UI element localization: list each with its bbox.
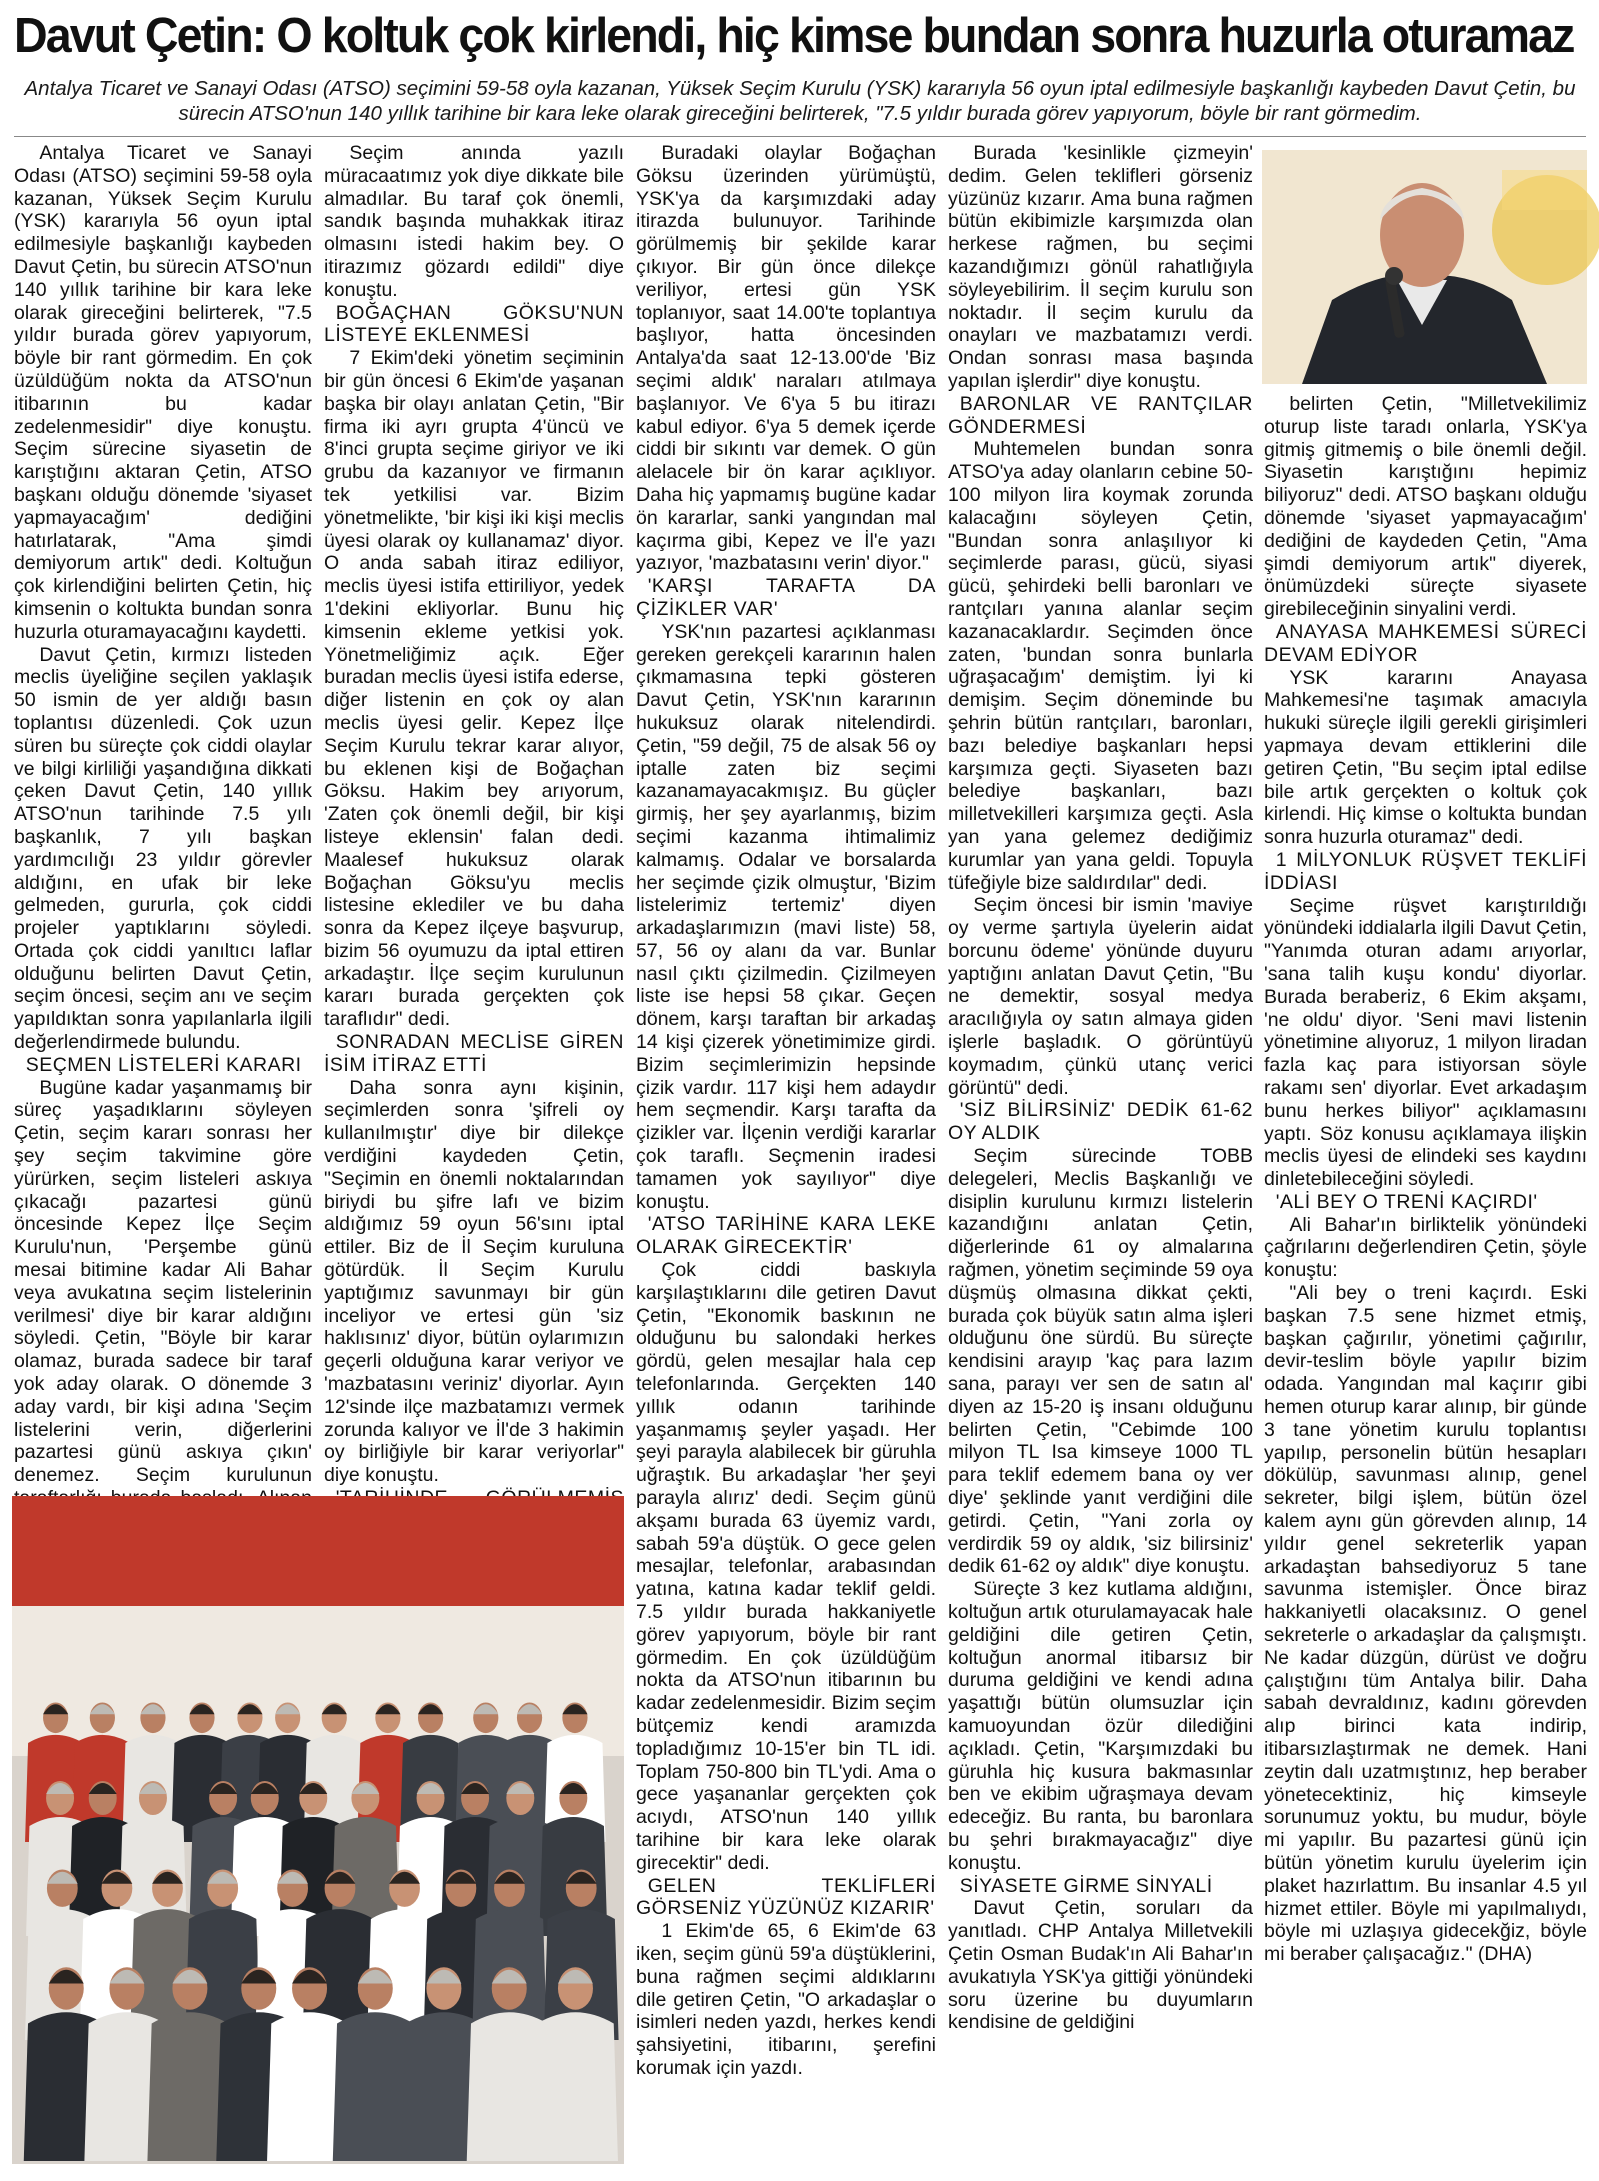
column-3	[636, 142, 936, 2172]
subheading: SİYASETE GİRME SİNYALİ	[959, 1874, 1213, 1897]
subheading: 'ALİ BEY O TRENİ KAÇIRDI'	[1275, 1190, 1538, 1213]
subheading: SONRADAN MECLİSE GİREN İSİM İTİRAZ ETTİ	[324, 1031, 624, 1076]
paragraph: Seçim sürecinde TOBB delegeleri, Meclis Başkanlığı ve disiplin kurulunu kırmızı listelerin kazandığını anlatan Çetin, diğerlerinde 61 oy almalarına rağmen, yönetim seçiminde 59 oya düşmüş olmasına dikkat çekti, burada çok büyük satın alma işleri olduğunu öne sürdü. Bu süreçte kendisini arayıp 'kaç para lazım sana, parayı ver sen de satın al' diyen az 15-20 iş insanı olduğunu belirten Çetin, "Cebimde 100 milyon TL Isa kimseye 1000 TL para teklif edemem bana oy ver diye' şeklinde yanıt verdiğini dile getirdi. Çetin, "Yani zorla oy verdirdik 59 oy aldık, 'siz bilirsiniz' dedik 61-62 oy aldık" diye konuştu.	[948, 1145, 1253, 1578]
paragraph: 1 Ekim'de 65, 6 Ekim'de 63 iken, seçim günü 59'a düştüklerini, buna rağmen seçimi aldıklarını dile getiren Çetin, "O arkadaşlar o isimleri neden yazdı, herkes kendi şahsiyetini, itibarını, şerefini korumak için yazdı.	[636, 1920, 936, 2079]
paragraph: Muhtemelen bundan sonra ATSO'ya aday olanların cebine 50-100 milyon lira koymak zorunda kalacağını söyleyen Çetin, "Bundan sonra anlaşılıyor ki seçimlerde parası, gücü, siyasi gücü, şehirdeki belli baronları ve rantçıları yanına alanlar seçim kazanacaklardır. Seçimden önce zaten, 'bundan sonra bunlarla uğraşacağım' demiştim. İyi ki demişim. Seçim döneminde bu şehrin bütün rantçıları, baronları, bazı belediye başkanları hepsi karşımıza geçti. Siyaseten bazı belediye başkanları, bazı milletvekilleri karşımıza geçti. Asla yan yana gelemez dediğimiz kurumlar yan yana geldi. Topuyla tüfeğiyle bize saldırdılar" dedi.	[948, 438, 1253, 894]
subheading: BOĞAÇHAN GÖKSU'NUN LİSTEYE EKLENMESİ	[324, 301, 624, 347]
headline: Davut Çetin: O koltuk çok kirlendi, hiç kimse bundan sonra huzurla oturamaz	[14, 9, 1574, 63]
paragraph: Davut Çetin, soruları da yanıtladı. CHP Antalya Milletvekili Çetin Osman Budak'ın Ali Bahar'ın avukatıyla YSK'ya gittiği yönündeki soru üzerine bu duyumların kendisine de geldiğini	[948, 1897, 1253, 2034]
paragraph: Burada 'kesinlikle çizmeyin' dedim. Gelen teklifleri görseniz yüzünüz kızarır. Ama buna rağmen bütün ekibimizle karşımızda olan herkese rağmen, bu seçimi kazandığımızı gönül rahatlığıyla söyleyebilirim. İl seçim kurulu son noktadır. İl seçim kurulu da onayları ve mazbatamızı verdi. Ondan sonrası masa başında yapılan işlerdir" diye konuştu.	[948, 142, 1253, 392]
paragraph: Seçime rüşvet karıştırıldığı yönündeki iddialarla ilgili Davut Çetin, "Yanımda oturan adamı arıyorlar, 'sana talih kuşu kondu' diyorlar. Burada beraberiz, 6 Ekim akşamı, 'ne oldu' diyor. 'Seni mavi listenin yönetimine alıyoruz, 1 milyon liradan fazla kaç para istiyorsan söyle rakamı sen' diyorlar. Evet arkadaşım bunu herkes biliyor" açıklamasını yaptı. Söz konusu açıklamaya ilişkin meclis üyesi de elindeki ses kaydını dinletebileceğini söyledi.	[1264, 894, 1588, 1191]
deck: Antalya Ticaret ve Sanayi Odası (ATSO) seçimini 59-58 oyla kazanan, Yüksek Seçim Kurulu (YSK) kararıyla 56 oyun iptal edilmesiyle başkanlığı kaybeden Davut Çetin, bu sürecin ATSO'nun 140 yıllık tarihine bir kara leke olarak gireceğini belirterek, "7.5 yıldır burada görev yapıyorum, böyle bir rant görmedim.	[24, 77, 1576, 125]
column-4	[948, 142, 1253, 2172]
group-photo-icon	[12, 1496, 624, 2164]
subheading: SEÇMEN LİSTELERİ KARARI	[25, 1053, 302, 1076]
subheading: 'ATSO TARİHİNE KARA LEKE OLARAK GİRECEKTİR'	[636, 1213, 936, 1259]
paragraph: "Ali bey o treni kaçırdı. Eski başkan 7.5 sene hizmet etmiş, başkan çağırılır, yönetimi çağırılır, devir-teslim böyle yapılır bizim odada. Yangından mal kaçırır gibi hemen oturup karar alınıp, bir günde 3 tane yönetim kurulu toplantısı yapılıp, personelin bütün hesapları dökülüp, savunması alınıp, genel sekreter, bilgi işlem, bütün özel kalem aynı gün görevden alınıp, 14 yıldır genel sekreterlik yapan arkadaştan bahsediyoruz 5 tane savunma istemişler. Önce biraz hakkaniyetli olacaksınız. O genel sekreterle o arkadaşlar da çalışmıştı. Ne kadar düzgün, dürüst ve doğru çalıştığını tüm Antalya bilir. Daha sabah devraldınız, kadını görevden alıp birinci kata indirip, itibarsızlaştırmak ne demek. Hani zeytin dalı uzatmıştınız, hep beraber yönetecektiniz, hiç kimseyle sorunumuz yoktu, bu mudur, böyle mi yapılır. Bu pazartesi günü için bütün yönetim kurulu üyelerim için plaket hazırlattım. Bu insanlar 4.5 yıl hizmet ettiler. Böyle mi yapılmalıydı, böyle mi uzlaşıya gidecekğiz, böyle mi beraber çalışacağız." (DHA)	[1264, 1282, 1587, 1966]
paragraph: YSK'nın pazartesi açıklanması gereken gerekçeli kararının halen çıkmamasına tepki gösteren Davut Çetin, YSK'nın kararının hukuksuz olarak nitelendirdi. Çetin, "59 değil, 75 de alsak 56 oy iptalle zaten biz seçimi kazanamayacakmışız. Bu güçler girmiş, her şey ayarlanmış, bizim seçimi kazanma ihtimalimiz kalmamış. Odalar ve borsalarda her seçimde çizik olmuştur, 'Bizim listelerimiz tertemiz' diyen arkadaşlarımızın (mavi liste) 58, 57, 56 oy alanı da var. Bunlar nasıl çıktı çizilmedin. Çizilmeyen liste ise hepsi 58 çıkar. Geçen dönem, karşı taraftan bir arkadaş 14 kişi çizerek yönetimimize girdi. Bizim seçimlerimizin hepsinde çizik vardır. 117 kişi hem adaydır hem seçmendir. Karşı tarafta da çizikler var. İlçenin verdiği kararlar çok taraflı. Seçmenin iradesi tamamen yok sayılıyor" diye konuştu.	[636, 620, 936, 1213]
subheading: GELEN TEKLİFLERİ GÖRSENİZ YÜZÜNÜZ KIZARIR'	[636, 1874, 936, 1920]
subheading: 1 MİLYONLUK RÜŞVET TEKLİFİ İDDİASI	[1264, 848, 1587, 894]
subheading: ANAYASA MAHKEMESİ SÜRECİ DEVAM EDİYOR	[1264, 620, 1587, 666]
paragraph: Davut Çetin, kırmızı listeden meclis üyeliğine seçilen yaklaşık 50 ismin de yer aldığı basın toplantısı düzenledi. Çok uzun süren bu süreçte çok ciddi olaylar ve bilgi kirliliği yaşandığına dikkati çeken Davut Çetin, 140 yıllık ATSO'nun tarihinde 7.5 yılı başkanlık, 7 yılı başkan yardımcılığı 23 yıldır görevler aldığını, en ufak bir leke gelmeden, gururla, çok ciddi projeler yaptıklarını söyledi. Ortada çok ciddi yanıltıcı laflar olduğunu belirten Davut Çetin, seçim öncesi, seçim anı ve seçim yapıldıktan sonra yapılanlarla ilgili değerlendirmede bulundu.	[14, 643, 312, 1054]
paragraph: belirten Çetin, "Milletvekilimiz oturup liste taradı onlarla, YSK'ya gitmiş gitmemiş o bile önemli değil. Siyasetin karıştığını hepimiz biliyoruz" dedi. ATSO başkanı olduğu dönemde 'siyaset yapmayacağım' dediğini de kaydeden Çetin, "Ama şimdi demiyorum artık" diyerek, önümüzdeki süreçte siyasete girebileceğinin sinyalini verdi.	[1264, 393, 1587, 621]
paragraph: Çok ciddi baskıyla karşılaştıklarını dile getiren Davut Çetin, "Ekonomik baskının ne olduğunu bu salondaki herkes gördü, gelen mesajlar hala cep telefonlarında. Gerçekten 140 yıllık odanın tarihinde yaşanmamış şeyler yaşadı. Her şeyi parayla alabilecek bir güruhla uğraştık. Bu arkadaşlar 'her şeyi parayla alırız' dedi. Seçim günü akşamı burada 63 üyemiz vardı, sabah 59'a düştük. O gece gelen mesajlar, telefonlar, arabasından yatına, katına kadar teklif geldi. 7.5 yıldır burada hakkaniyetle görev yapıyorum, böyle bir rant görmedim. En çok üzüldüğüm nokta da ATSO'nun itibarının bu kadar zedelenmesidir. Bizim seçim bütçemiz kendi aramızda topladığımız 10-15'er bin TL idi. Toplam 750-800 bin TL'ydi. Ama o gece yaşananlar gerçekten çok acıydı, ATSO'nun 140 yıllık tarihine bir kara leke olarak girecektir" dedi.	[636, 1259, 936, 1874]
portrait-photo-icon	[1262, 150, 1587, 384]
paragraph: Süreçte 3 kez kutlama aldığını, koltuğun artık oturulamayacak hale geldiğini dile getiren Çetin, koltuğun anormal itibarsız bir duruma geldiğini ve kendi adına yaşattığı bütün olumsuzlar için kamuoyundan özür dilediğini açıkladı. Çetin, "Karşımızdaki bu güruhla hiç kusura bakmasınlar ben ve ekibim uğraşmaya devam edeceğiz. Bu ranta, bu baronlara bu şehri bırakmayacağız" diye konuştu.	[948, 1578, 1253, 1874]
paragraph: Daha sonra aynı kişinin, seçimlerden sonra 'şifreli oy kullanılmıştır' diye bir dilekçe verdiğini kaydeden Çetin, "Seçimin en önemli noktalarından biriydi bu şifre lafı ve bizim aldığımız 59 oyun 56'sını iptal ettiler. Biz de İl Seçim kuruluna götürdük. İl Seçim Kurulu yaptığımız savunmayı bir gün inceliyor ve ertesi gün 'siz haklısınız' diyor, bütün oylarımızın geçerli olduğuna karar veriyor ve 'mazbatasını veriniz' diyorlar. Ayın 12'sinde ilçe mazbatamızı vermek zorunda kalıyor ve İl'de 3 hakimin oy birliğiyle bir karar veriyorlar" diye konuştu.	[324, 1076, 624, 1487]
paragraph: Bugüne kadar yaşanmamış bir süreç yaşadıklarını söyleyen Çetin, seçim kararı sonrası her şey seçim takvimine göre yürürken, seçim listeleri askıya çıkacağı pazartesi günü öncesinde Kepez İlçe Seçim Kurulu'nun, 'Perşembe günü mesai bitimine kadar Ali Bahar veya avukatına seçim listelerinin verilmesi' diye bir karar aldığını söyledi. Çetin, "Böyle bir karar olamaz, burada sadece bir taraf yok aday olarak. O dönemde 3 aday vardı, bir kişi adına 'Seçim listelerini verin, diğerlerini pazartesi günü askıya çıkın' denemez. Seçim kurulunun	[14, 1076, 312, 1487]
subheading: 'KARŞI TARAFTA DA ÇİZİKLER VAR'	[636, 575, 936, 620]
subheading: 'SİZ BİLİRSİNİZ' DEDİK 61-62 OY ALDIK	[948, 1099, 1253, 1145]
column-5	[1264, 393, 1587, 2168]
paragraph: Seçim öncesi bir ismin 'maviye oy verme şartıyla üyelerin aidat borcunu ödeme' yönünde duyuru yaptığını anlatan Davut Çetin, "Bu ne demektir, sosyal medya aracılığıyla oy satın almaya giden işlerle başladık. O görüntüyü koymadım, çünkü utanç verici görüntü" dedi.	[948, 894, 1253, 1099]
paragraph: Buradaki olaylar Boğaçhan Göksu üzerinden yürümüştü, YSK'ya da karşımızdaki aday itirazda bulunuyor. Tarihinde görülmemiş bir şekilde karar çıkıyor. Bir gün önce dilekçe veriliyor, ertesi gün YSK toplanıyor, saat 14.00'te toplantıya başlıyor, hatta öncesinden Antalya'da saat 12-13.00'de 'Biz seçimi aldık' naraları atılmaya başlanıyor. Ve 6'ya 5 bu itirazı kabul ediyor. 6'ya 5 demek içerde ciddi bir sıkıntı var demek. O gün alelacele bir ön karar açıklıyor. Daha hiç yapmamış bugüne kadar ön kararlar, sanki yangından mal kaçırma gibi, Kepez ve İl'e yazı yazıyor, 'mazbatasını verin' diyor."	[636, 142, 936, 575]
paragraph: 7 Ekim'deki yönetim seçiminin bir gün öncesi 6 Ekim'de yaşanan başka bir olayı anlatan Çetin, "Bir firma iki ayrı grupta 4'üncü ve 8'inci grupta seçime giriyor ve iki grubu da kazanıyor ve firmanın tek yetkilisi var. Bizim yönetmelikte, 'bir kişi iki kişi meclis üyesi olarak oy kullanamaz' diyor. O anda sabah itiraz ediliyor, meclis üyesi istifa ettiriliyor, yedek 1'dekini ekliyorlar. Bunu hiç kimsenin ekleme yetkisi yok. Yönetmeliğimiz açık. Eğer buradan meclis üyesi istifa ederse, diğer listenin en çok oy alan meclis üyesi gelir. Kepez İlçe Seçim Kurulu tekrar karar alıyor, bu eklenen kişi de Boğaçhan Göksu. Hakim bey arıyorum, 'Zaten çok önemli değil, bir kişi listeye eklensin' falan dedi. Maalesef hukuksuz olarak Boğaçhan Göksu'yu meclis listesine eklediler ve bu daha sonra da Kepez ilçeye başvurup, bizim 56 oyumuzu da iptal ettiren arkadaştır. İlçe seçim kurulunun kararı burada gerçekten çok taraflıdır" dedi.	[324, 347, 624, 1031]
paragraph: Ali Bahar'ın birliktelik yönündeki çağrılarını değerlendiren Çetin, şöyle konuştu:	[1264, 1213, 1587, 1282]
paragraph: YSK kararını Anayasa Mahkemesi'ne taşımak amacıyla hukuki süreçle ilgili gerekli girişimleri yapmaya devam ettiklerini dile getiren Çetin, "Bu seçim iptal edilse bile artık gerçekten o koltuk çok kirlendi. Hiç kimse o koltukta bundan sonra huzurla oturamaz" dedi.	[1264, 666, 1587, 849]
paragraph: Antalya Ticaret ve Sanayi Odası (ATSO) seçimini 59-58 oyla kazanan, Yüksek Seçim Kurulu (YSK) kararıyla 56 oyun iptal edilmesiyle başkanlığı kaybeden Davut Çetin, bu sürecin ATSO'nun 140 yıllık tarihine bir kara leke olarak gireceğini belirterek, "7.5 yıldır burada görev yapıyorum, böyle bir rant görmedim. En çok üzüldüğüm nokta da ATSO'nun itibarının bu kadar zedelenmesidir" diye konuştu. Seçim sürecine siyasetin de karıştığını aktaran Çetin, ATSO başkanı olduğu dönemde 'siyaset yapmayacağım' dediğini hatırlatarak, "Ama şimdi demiyorum artık" dedi. Koltuğun çok kirlendiğini belirten Çetin, hiç kimsenin o koltukta bundan sonra huzurla oturamayacağını kaydetti.	[14, 142, 312, 643]
subheading: BARONLAR VE RANTÇILAR GÖNDERMESİ	[948, 392, 1253, 438]
divider	[14, 136, 1586, 137]
paragraph: Seçim anında yazılı müracaatımız yok diye dikkate bile almadılar. Bu taraf çok önemli, sandık başında muhakkak itiraz olmasını istedi hakim bey. O itirazımız gözardı edildi" diye konuştu.	[324, 142, 624, 301]
group-photo	[12, 1496, 624, 2164]
column-1	[14, 142, 312, 1487]
portrait-photo	[1262, 150, 1587, 384]
